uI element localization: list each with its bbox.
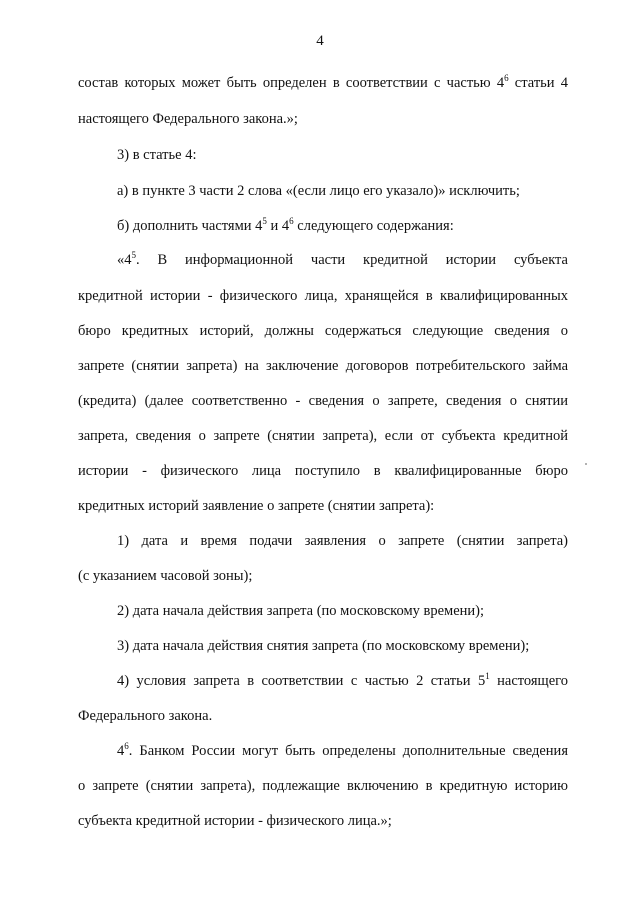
text-line: 3) в статье 4: xyxy=(117,147,197,163)
text-line: (с указанием часовой зоны); xyxy=(78,568,253,584)
text-fragment: и 4 xyxy=(266,218,290,234)
text-fragment: состав которых может быть определен в соответствии с частью 4 xyxy=(78,75,505,91)
text-line: кредитных историй заявление о запрете (снятии запрета): xyxy=(78,498,435,514)
text-line: (кредита) (далее соответственно - сведения о запрете, сведения о снятии xyxy=(78,393,568,409)
text-line xyxy=(117,742,568,760)
text-fragment: б) дополнить частями 4 xyxy=(117,218,263,234)
text-fragment: «4 xyxy=(117,252,132,268)
scan-artifact xyxy=(585,463,587,465)
text-line: субъекта кредитной истории - физического лица.»; xyxy=(78,813,392,829)
text-line xyxy=(117,672,568,690)
text-fragment: . В информационной части кредитной истории субъекта xyxy=(136,252,568,268)
text-fragment: 4 xyxy=(117,743,125,759)
superscript: 6 xyxy=(289,216,294,226)
text-fragment: 4) условия запрета в соответствии с частью 2 статьи 5 xyxy=(117,673,486,689)
text-line: кредитной истории - физического лица, хранящейся в квалифицированных xyxy=(78,288,568,304)
text-line: бюро кредитных историй, должны содержаться следующие сведения о xyxy=(78,323,568,339)
text-line xyxy=(117,251,568,269)
page-number: 4 xyxy=(316,33,324,49)
text-line: истории - физического лица поступило в квалифицированные бюро xyxy=(78,463,568,479)
superscript: 6 xyxy=(504,73,509,83)
text-line: Федерального закона. xyxy=(78,708,213,724)
text-line xyxy=(78,74,568,92)
text-line: 1) дата и время подачи заявления о запрете (снятии запрета) xyxy=(117,533,568,549)
text-fragment: статьи 4 xyxy=(508,75,568,91)
text-line: а) в пункте 3 части 2 слова «(если лицо его указало)» исключить; xyxy=(117,183,520,199)
text-fragment: настоящего xyxy=(489,673,568,689)
superscript: 1 xyxy=(485,671,490,681)
text-line: 2) дата начала действия запрета (по московскому времени); xyxy=(117,603,485,619)
text-line: запрета, сведения о запрете (снятии запрета), если от субъекта кредитной xyxy=(78,428,568,444)
text-line: 3) дата начала действия снятия запрета (по московскому времени); xyxy=(117,638,530,654)
text-fragment: следующего содержания: xyxy=(293,218,454,234)
text-line xyxy=(117,217,568,235)
text-fragment: . Банком России могут быть определены дополнительные сведения xyxy=(128,743,568,759)
text-line: настоящего Федерального закона.»; xyxy=(78,111,298,127)
text-line: запрете (снятии запрета) на заключение договоров потребительского займа xyxy=(78,358,568,374)
superscript: 5 xyxy=(262,216,267,226)
text-line: о запрете (снятии запрета), подлежащие включению в кредитную историю xyxy=(78,778,568,794)
superscript: 6 xyxy=(124,741,129,751)
superscript: 5 xyxy=(131,250,136,260)
